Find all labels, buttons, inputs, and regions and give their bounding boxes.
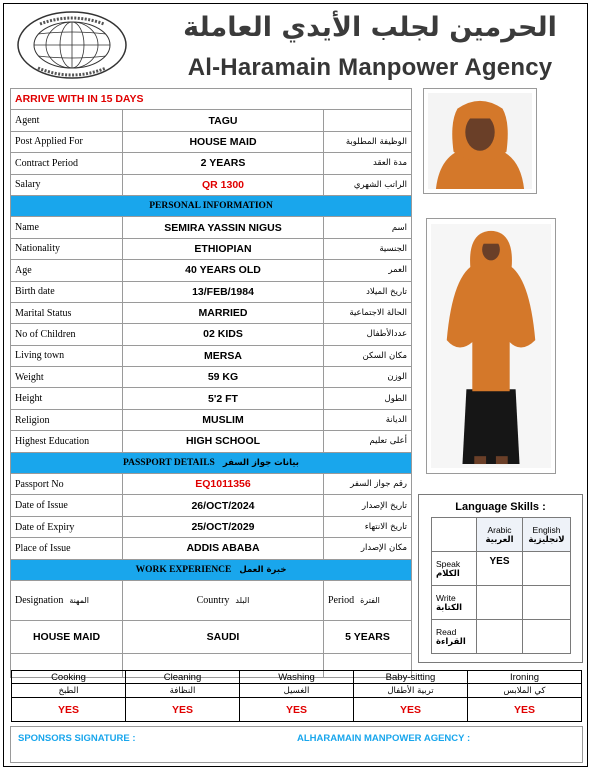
field-label-arabic: الطول xyxy=(324,388,412,409)
col-designation: Designation المهنة xyxy=(11,580,123,620)
skill-name: Baby-sitting xyxy=(354,671,468,684)
field-value: 2 YEARS xyxy=(123,153,324,174)
info-row xyxy=(11,431,412,452)
field-label: Name xyxy=(11,217,123,238)
full-body-image xyxy=(431,223,551,469)
full-body-photo xyxy=(426,218,556,474)
info-row xyxy=(11,474,412,495)
field-value: 25/OCT/2029 xyxy=(123,516,324,537)
skill-name: Cleaning xyxy=(126,671,240,684)
skill-name: Ironing xyxy=(468,671,582,684)
field-value: MUSLIM xyxy=(123,409,324,430)
field-label-arabic: اسم xyxy=(324,217,412,238)
skills-english-row xyxy=(12,671,582,684)
info-row xyxy=(11,388,412,409)
skill-name-arabic: الطبخ xyxy=(12,684,126,698)
portrait-image xyxy=(428,93,532,189)
language-row xyxy=(432,586,571,620)
passport-section-header xyxy=(11,452,412,473)
field-label: Place of Issue xyxy=(11,538,123,559)
skills-table xyxy=(11,670,582,722)
field-label-arabic: عددالأطفال xyxy=(324,324,412,345)
applicant-table xyxy=(10,88,412,678)
work-columns-row xyxy=(11,580,412,620)
field-label-arabic: الوظيفة المطلوبة xyxy=(324,131,412,152)
skill-name-arabic: تربية الأطفال xyxy=(354,684,468,698)
language-skills-table xyxy=(431,517,571,654)
skill-name: Washing xyxy=(240,671,354,684)
work-designation: HOUSE MAID xyxy=(11,620,123,653)
field-label: No of Children xyxy=(11,324,123,345)
portrait-photo xyxy=(423,88,537,194)
field-value: 59 KG xyxy=(123,367,324,388)
info-row xyxy=(11,174,412,195)
field-label: Agent xyxy=(11,110,123,131)
skill-name-arabic: الغسيل xyxy=(240,684,354,698)
field-label-arabic: الجنسية xyxy=(324,238,412,259)
col-country: Country البلد xyxy=(123,580,324,620)
info-row xyxy=(11,217,412,238)
field-label: Height xyxy=(11,388,123,409)
work-heading-arabic: خبرة العمل xyxy=(239,564,287,575)
english-level xyxy=(523,586,571,620)
work-section-header xyxy=(11,559,412,580)
agency-signature-label: ALHARAMAIN MANPOWER AGENCY : xyxy=(297,733,471,744)
field-label-arabic: مكان الإصدار xyxy=(324,538,412,559)
field-value: SEMIRA YASSIN NIGUS xyxy=(123,217,324,238)
field-label: Marital Status xyxy=(11,302,123,323)
info-row xyxy=(11,281,412,302)
field-label-arabic: تاريخ الإصدار xyxy=(324,495,412,516)
language-skills-box xyxy=(418,494,583,663)
agency-title-arabic: الحرمين لجلب الأيدي العاملة xyxy=(183,12,557,43)
passport-heading-arabic: بيانات جواز السفر xyxy=(222,457,299,468)
arrival-notice: ARRIVE WITH IN 15 DAYS xyxy=(15,93,144,106)
english-level xyxy=(523,552,571,586)
field-label: Contract Period xyxy=(11,153,123,174)
language-skill-label: Write الكتابة xyxy=(432,586,477,620)
language-skill-label: Read القراءة xyxy=(432,620,477,654)
info-row xyxy=(11,110,412,131)
field-label: Passport No xyxy=(11,474,123,495)
info-row xyxy=(11,302,412,323)
field-label-arabic: رقم جواز السفر xyxy=(324,474,412,495)
agency-logo-icon xyxy=(16,10,128,80)
work-period: 5 YEARS xyxy=(324,620,412,653)
language-header-row xyxy=(432,518,571,552)
field-label-arabic: الديانة xyxy=(324,409,412,430)
info-row xyxy=(11,538,412,559)
language-skill-label: Speak الكلام xyxy=(432,552,477,586)
agency-title-english: Al-Haramain Manpower Agency xyxy=(187,54,553,81)
work-heading: WORK EXPERIENCE xyxy=(135,564,232,575)
info-row xyxy=(11,367,412,388)
field-value: 5'2 FT xyxy=(123,388,324,409)
arabic-level: YES xyxy=(477,552,523,586)
personal-section-header xyxy=(11,195,412,216)
field-value: 13/FEB/1984 xyxy=(123,281,324,302)
skill-name-arabic: كي الملابس xyxy=(468,684,582,698)
language-corner-cell xyxy=(432,518,477,552)
info-row xyxy=(11,324,412,345)
info-row xyxy=(11,153,412,174)
field-value: 02 KIDS xyxy=(123,324,324,345)
skills-arabic-row xyxy=(12,684,582,698)
sponsor-signature-label: SPONSORS SIGNATURE : xyxy=(18,733,136,744)
col-english: English لانجليزية xyxy=(523,518,571,552)
field-label-arabic: تاريخ الانتهاء xyxy=(324,516,412,537)
field-value: TAGU xyxy=(123,110,324,131)
col-arabic: Arabic العربية xyxy=(477,518,523,552)
field-label-arabic xyxy=(324,110,412,131)
passport-heading: PASSPORT DETAILS xyxy=(123,457,215,468)
work-row xyxy=(11,620,412,653)
arabic-level xyxy=(477,586,523,620)
field-value: EQ1011356 xyxy=(123,474,324,495)
field-label: Date of Issue xyxy=(11,495,123,516)
field-value: HIGH SCHOOL xyxy=(123,431,324,452)
field-value: MERSA xyxy=(123,345,324,366)
field-value: 40 YEARS OLD xyxy=(123,260,324,281)
field-label: Age xyxy=(11,260,123,281)
field-label-arabic: الراتب الشهري xyxy=(324,174,412,195)
skill-name: Cooking xyxy=(12,671,126,684)
field-label: Post Applied For xyxy=(11,131,123,152)
info-row xyxy=(11,238,412,259)
notice-row xyxy=(11,89,412,110)
info-row xyxy=(11,131,412,152)
field-label-arabic: العمر xyxy=(324,260,412,281)
skills-value-row xyxy=(12,698,582,722)
field-label-arabic: مدة العقد xyxy=(324,153,412,174)
field-value: 26/OCT/2024 xyxy=(123,495,324,516)
field-value: ETHIOPIAN xyxy=(123,238,324,259)
field-value: HOUSE MAID xyxy=(123,131,324,152)
info-row xyxy=(11,495,412,516)
arabic-level xyxy=(477,620,523,654)
info-row xyxy=(11,409,412,430)
personal-heading: PERSONAL INFORMATION xyxy=(149,201,273,212)
field-label-arabic: مكان السكن xyxy=(324,345,412,366)
field-value: QR 1300 xyxy=(123,174,324,195)
field-label: Birth date xyxy=(11,281,123,302)
field-label-arabic: تاريخ الميلاد xyxy=(324,281,412,302)
agency-header xyxy=(10,8,582,80)
skill-value: YES xyxy=(468,698,582,722)
col-period: Period الفترة xyxy=(324,580,412,620)
field-label: Nationality xyxy=(11,238,123,259)
field-label-arabic: الحالة الاجتماعية xyxy=(324,302,412,323)
field-label-arabic: أعلى تعليم xyxy=(324,431,412,452)
skill-value: YES xyxy=(126,698,240,722)
field-label-arabic: الوزن xyxy=(324,367,412,388)
skill-value: YES xyxy=(354,698,468,722)
language-row xyxy=(432,552,571,586)
signature-box xyxy=(10,726,583,763)
field-label: Salary xyxy=(11,174,123,195)
info-row xyxy=(11,260,412,281)
field-label: Highest Education xyxy=(11,431,123,452)
language-row xyxy=(432,620,571,654)
field-label: Weight xyxy=(11,367,123,388)
skill-name-arabic: النظافة xyxy=(126,684,240,698)
field-value: ADDIS ABABA xyxy=(123,538,324,559)
english-level xyxy=(523,620,571,654)
language-skills-title: Language Skills : xyxy=(455,501,546,513)
skill-value: YES xyxy=(240,698,354,722)
field-label: Date of Expiry xyxy=(11,516,123,537)
field-value: MARRIED xyxy=(123,302,324,323)
info-row xyxy=(11,345,412,366)
skill-value: YES xyxy=(12,698,126,722)
field-label: Religion xyxy=(11,409,123,430)
work-country: SAUDI xyxy=(123,620,324,653)
info-row xyxy=(11,516,412,537)
field-label: Living town xyxy=(11,345,123,366)
